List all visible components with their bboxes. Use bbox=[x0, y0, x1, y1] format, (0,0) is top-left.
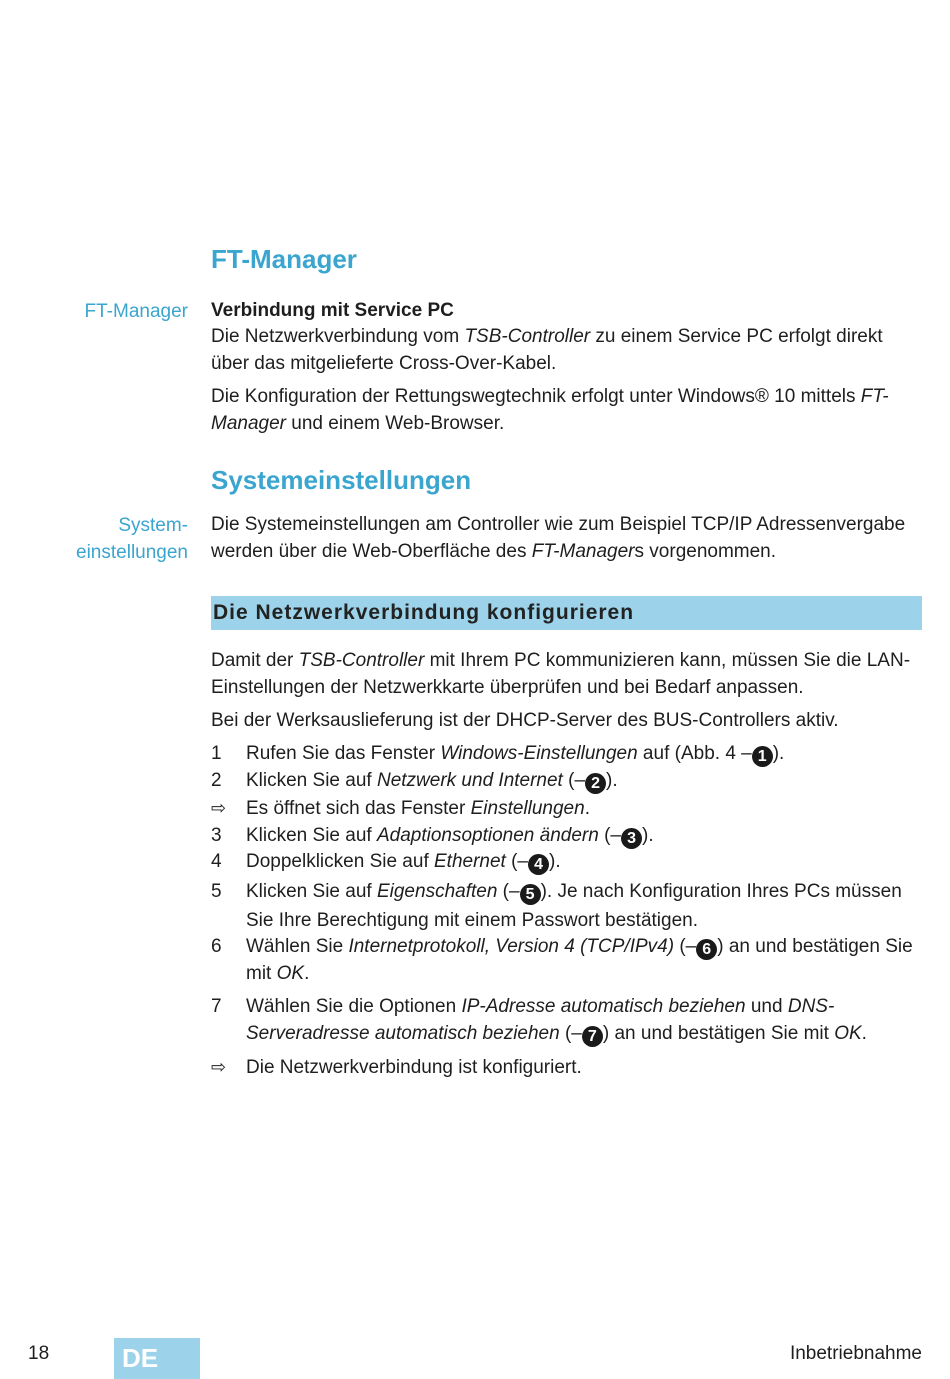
step-text bbox=[246, 767, 922, 794]
step-item bbox=[211, 877, 922, 935]
text: (– bbox=[505, 851, 529, 872]
subheading-service-pc: Verbindung mit Service PC bbox=[211, 300, 454, 321]
text: Die Netzwerkverbindung ist konfiguriert. bbox=[246, 1057, 582, 1078]
text: Es öffnet sich das Fenster bbox=[246, 798, 471, 819]
section-bar-network: Die Netzwerkverbindung konfigurieren bbox=[211, 596, 922, 630]
text: ). bbox=[549, 851, 561, 872]
margin-label-ft-manager: FT-Manager bbox=[84, 301, 188, 322]
paragraph-dhcp: Bei der Werksauslieferung ist der DHCP-Server des BUS-Controllers aktiv. bbox=[211, 710, 839, 731]
text: Doppelklicken Sie auf bbox=[246, 851, 434, 872]
step-number: 2 bbox=[211, 770, 222, 791]
text: (– bbox=[497, 881, 520, 902]
text: (– bbox=[674, 936, 697, 957]
paragraph-configuration bbox=[211, 383, 921, 437]
step-result bbox=[211, 795, 922, 822]
paragraph-connection bbox=[211, 323, 921, 377]
callout-number-icon: 4 bbox=[528, 854, 549, 875]
margin-label-system bbox=[8, 512, 188, 566]
callout-number-icon: 2 bbox=[585, 773, 606, 794]
text: (– bbox=[559, 1023, 582, 1044]
step-number: 5 bbox=[211, 881, 222, 902]
step-text bbox=[246, 848, 922, 875]
emphasis: OK bbox=[834, 1023, 862, 1044]
emphasis: IP-Adresse automatisch beziehen bbox=[461, 996, 746, 1017]
step-text bbox=[246, 877, 922, 935]
text: Klicken Sie auf bbox=[246, 825, 377, 846]
text: ). bbox=[606, 770, 618, 791]
step-item bbox=[211, 993, 922, 1047]
text: Klicken Sie auf bbox=[246, 770, 377, 791]
callout-number-icon: 1 bbox=[752, 746, 773, 767]
step-item bbox=[211, 740, 922, 767]
result-arrow-icon: ⇨ bbox=[211, 798, 227, 818]
section-heading-ft-manager: FT-Manager bbox=[211, 244, 357, 274]
emphasis: FT-Manager bbox=[211, 386, 889, 434]
emphasis: DNS-Serveradresse automatisch beziehen bbox=[246, 996, 835, 1044]
emphasis: FT-Manager bbox=[531, 541, 635, 562]
step-text bbox=[246, 740, 922, 767]
step-item bbox=[211, 822, 922, 849]
margin-label-line: einstellungen bbox=[76, 542, 188, 563]
step-text bbox=[246, 993, 922, 1047]
text: s vorgenommen. bbox=[634, 541, 777, 562]
paragraph-network-intro bbox=[211, 647, 921, 701]
step-text bbox=[246, 933, 922, 987]
text: ). bbox=[772, 743, 785, 764]
result-arrow-icon: ⇨ bbox=[211, 1057, 227, 1077]
step-item bbox=[211, 767, 922, 794]
text: (– bbox=[598, 825, 622, 846]
text: und einem Web-Browser. bbox=[286, 413, 505, 434]
step-item bbox=[211, 848, 922, 875]
emphasis: Einstellungen bbox=[470, 798, 585, 819]
chapter-name: Inbetriebnahme bbox=[789, 1343, 922, 1364]
text: . bbox=[304, 963, 310, 984]
step-item bbox=[211, 933, 922, 987]
step-number: 7 bbox=[211, 996, 222, 1017]
emphasis: Eigenschaften bbox=[376, 881, 498, 902]
emphasis: TSB-Controller bbox=[298, 650, 425, 671]
section-heading-system: Systemeinstellungen bbox=[211, 465, 472, 495]
emphasis: Netzwerk und Internet bbox=[376, 770, 563, 791]
callout-number-icon: 3 bbox=[621, 828, 642, 849]
step-number: 4 bbox=[211, 851, 222, 872]
emphasis: Internetprotokoll, Version 4 (TCP/IPv4) bbox=[348, 936, 675, 957]
step-number: 1 bbox=[211, 743, 222, 764]
text: Klicken Sie auf bbox=[246, 881, 377, 902]
text: ). bbox=[642, 825, 654, 846]
step-text bbox=[246, 795, 922, 822]
text: mit Ihrem PC kommunizieren kann, müssen Sie die LAN-Einstellungen der Netzwerkkarte überprüfen und bei Bedarf anpassen. bbox=[211, 650, 911, 698]
step-text bbox=[246, 1054, 922, 1081]
step-result bbox=[211, 1054, 922, 1081]
callout-number-icon: 5 bbox=[520, 884, 541, 905]
text: (– bbox=[562, 770, 586, 791]
step-number: 6 bbox=[211, 936, 222, 957]
text: zu einem Service PC erfolgt direkt über das mitgelieferte Cross-Over-Kabel. bbox=[211, 326, 883, 374]
text: Die Systemeinstellungen am Controller wie zum Beispiel TCP/IP Adressenvergabe werden über die Web-Oberfläche des bbox=[211, 514, 906, 562]
margin-label-line: System- bbox=[118, 515, 188, 536]
emphasis: Adaptionsoptionen ändern bbox=[376, 825, 599, 846]
text: und bbox=[745, 996, 788, 1017]
text: Die Netzwerkverbindung vom bbox=[211, 326, 465, 347]
text: Die Konfiguration der Rettungswegtechnik erfolgt unter Windows® 10 mittels bbox=[211, 386, 861, 407]
callout-number-icon: 6 bbox=[696, 939, 717, 960]
emphasis: Windows-Einstellungen bbox=[440, 743, 638, 764]
page-number: 18 bbox=[28, 1343, 50, 1364]
emphasis: TSB-Controller bbox=[464, 326, 591, 347]
text: . bbox=[584, 798, 590, 819]
language-badge: DE bbox=[114, 1338, 200, 1379]
text: Rufen Sie das Fenster bbox=[246, 743, 441, 764]
step-number: 3 bbox=[211, 825, 222, 846]
emphasis: Ethernet bbox=[434, 851, 506, 872]
text: ) an und bestätigen Sie mit bbox=[602, 1023, 835, 1044]
emphasis: OK bbox=[276, 963, 305, 984]
step-text bbox=[246, 822, 922, 849]
text: ) an und bestätigen Sie mit bbox=[246, 936, 913, 984]
text: ). Je nach Konfiguration Ihres PCs müssen Sie Ihre Berechtigung mit einem Passwort bestätigen. bbox=[246, 881, 902, 931]
text: auf (Abb. 4 – bbox=[637, 743, 752, 764]
text: Wählen Sie bbox=[246, 936, 349, 957]
text: Damit der bbox=[211, 650, 299, 671]
paragraph-system bbox=[211, 511, 921, 565]
text: . bbox=[861, 1023, 867, 1044]
text: Wählen Sie die Optionen bbox=[246, 996, 462, 1017]
callout-number-icon: 7 bbox=[582, 1026, 603, 1047]
